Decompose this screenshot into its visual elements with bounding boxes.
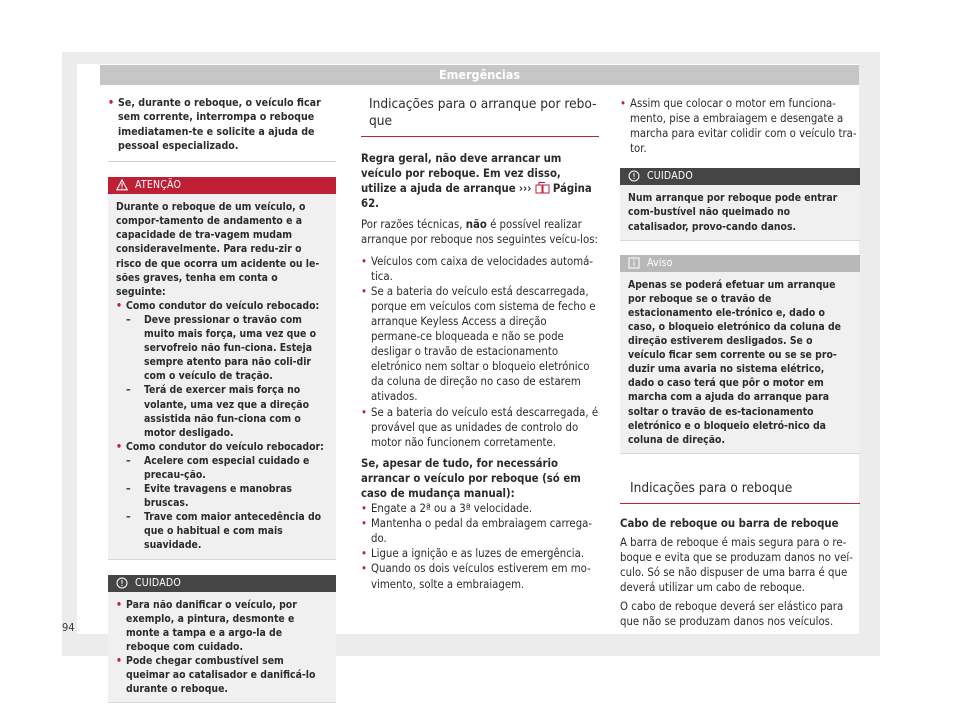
atencao-box: [108, 177, 336, 559]
bold-paragraph: Se, apesar de tudo, for necessário arrancar o veículo por reboque (só em caso de mudança manual):: [361, 456, 581, 500]
aviso-box: [620, 255, 860, 454]
list-item: • Se a bateria do veículo está descarregada, é provável que as unidades de controlo do motor não funcionem corretamente.: [361, 405, 599, 449]
list-item: • Quando os dois veículos estiverem em mo-vimento, solte a embraiagem.: [361, 562, 591, 591]
subheading: Cabo de reboque ou barra de reboque: [620, 516, 839, 530]
sub-item: – Terá de exercer mais força no volante, uma vez que a direção assistida não fun-ciona com o motor desligado.: [126, 384, 309, 439]
list-item: • Se a bateria do veículo está descarregada, porque em veículos com sistema de fecho e arranque Keyless Access a direção permane-ce bloqueada e não se pode desligar o travão de estacionamento eletrónico nem soltar o bloqueio eletrónico da coluna de direção no caso de estarem ativados.: [361, 284, 596, 404]
page-header: Emergências: [100, 65, 859, 85]
page-number: 94: [62, 621, 75, 634]
list-item: • Pode chegar combustível sem queimar ao catalisador e danificá-lo durante o reboque.: [116, 654, 316, 696]
list-item: • Veículos com caixa de velocidades automá-tica.: [361, 254, 594, 283]
sub-item: – Deve pressionar o travão com muito mais força, uma vez que o servofreio não fun-ciona. Esteja sempre atento para não coli-dir com o veículo de tração.: [126, 313, 317, 383]
list-item: • Engate a 2ª ou a 3ª velocidade.: [361, 502, 533, 516]
paragraph: A barra de reboque é mais segura para o re-boque e evita que se produzam danos no veí-culo. Só se não dispuser de uma barra é que deverá utilizar um cabo de reboque.: [620, 535, 853, 595]
right-column: [620, 96, 860, 629]
book-reference-icon: [535, 182, 550, 194]
divider: [108, 161, 336, 162]
info-square-icon: [628, 257, 640, 269]
info-circle-icon: [628, 170, 640, 182]
sub-item: – Trave com maior antecedência do que o habitual e com mais suavidade.: [126, 511, 322, 552]
sub-item: – Evite travagens e manobras bruscas.: [126, 483, 292, 510]
middle-column: [361, 96, 599, 592]
lead-paragraph: Regra geral, não deve arrancar um veículo por reboque. Em vez disso, utilize a ajuda de arranque ››› Página 62.: [361, 152, 592, 211]
cuidado-header: CUIDADO: [620, 168, 860, 185]
aviso-header: Aviso: [620, 255, 860, 272]
cuidado-header: CUIDADO: [108, 575, 336, 592]
list-item: • Como condutor do veículo rebocado:: [116, 299, 320, 312]
atencao-body: Durante o reboque de um veículo, o compor-tamento de andamento e a capacidade de tra-vagem mudam consideravelmente. Para redu-zir o risco de que ocorra um acidente ou le-sões graves, tenha em conta o seguinte: • Como condutor do veículo rebocado: – Deve pressionar o travão com muito mais força, uma vez que o servofreio não fun-ciona. Esteja sempre atento para não coli-dir com o veículo de tração. – Terá de exercer mais força no volante, uma vez que a direção assistida não fun-ciona com o motor desligado. • Como condutor do veículo rebocador: – Acelere com especial cuidado e precau-ção. – Evite travagens e manobras bruscas. – Trave com maior antecedência do que o habitual e com mais suavidade.: [108, 194, 336, 558]
list-item: • Para não danificar o veículo, por exemplo, a pintura, desmonte e monte a tampa e a argo-la de reboque com cuidado.: [116, 598, 297, 653]
cuidado-box-right: [620, 168, 860, 240]
list-item: • Como condutor do veículo rebocador:: [116, 440, 324, 453]
intro-bullet: • Se, durante o reboque, o veículo ficar sem corrente, interrompa o reboque imediatamen-te e solicite a ajuda de pessoal especializado.: [108, 97, 321, 152]
section-title: Indicações para o arranque por rebo-que: [361, 96, 599, 137]
warning-triangle-icon: [116, 179, 128, 191]
cuidado-body: [108, 592, 336, 703]
section-title: Indicações para o reboque: [620, 480, 860, 504]
left-column: [108, 96, 336, 703]
list-item: • Ligue a ignição e as luzes de emergência.: [361, 547, 585, 561]
cuidado-body: Num arranque por reboque pode entrar com-bustível não queimado no catalisador, provo-cando danos.: [620, 185, 860, 239]
sub-item: – Acelere com especial cuidado e precau-ção.: [126, 454, 310, 481]
aviso-body: Apenas se poderá efetuar um arranque por reboque se o travão de estacionamento ele-trónico e, dado o caso, o bloqueio eletrónico da coluna de direção estiverem desligados. Se o veículo ficar sem corrente ou se se pro-duzir uma avaria no sistema elétrico, dado o caso terá que pôr o motor em marcha com a ajuda do arranque para soltar o travão de es-tacionamento eletrónico e o bloqueio eletró-nico da coluna de direção.: [620, 272, 860, 453]
paragraph: O cabo de reboque deverá ser elástico para que não se produzam danos nos veículos.: [620, 600, 844, 629]
reasons-paragraph: Por razões técnicas, não é possível realizar arranque por reboque nos seguintes veícu-los:: [361, 218, 598, 247]
list-item: • Assim que colocar o motor em funciona-mento, pise a embraiagem e desengate a marcha para evitar colidir com o veículo tra-tor.: [620, 97, 857, 156]
atencao-header: ATENÇÃO: [108, 177, 336, 194]
cuidado-box: [108, 575, 336, 704]
page-link[interactable]: Página 62: [361, 182, 592, 211]
list-item: • Mantenha o pedal da embraiagem carrega-do.: [361, 517, 593, 546]
info-circle-icon: [116, 577, 128, 589]
